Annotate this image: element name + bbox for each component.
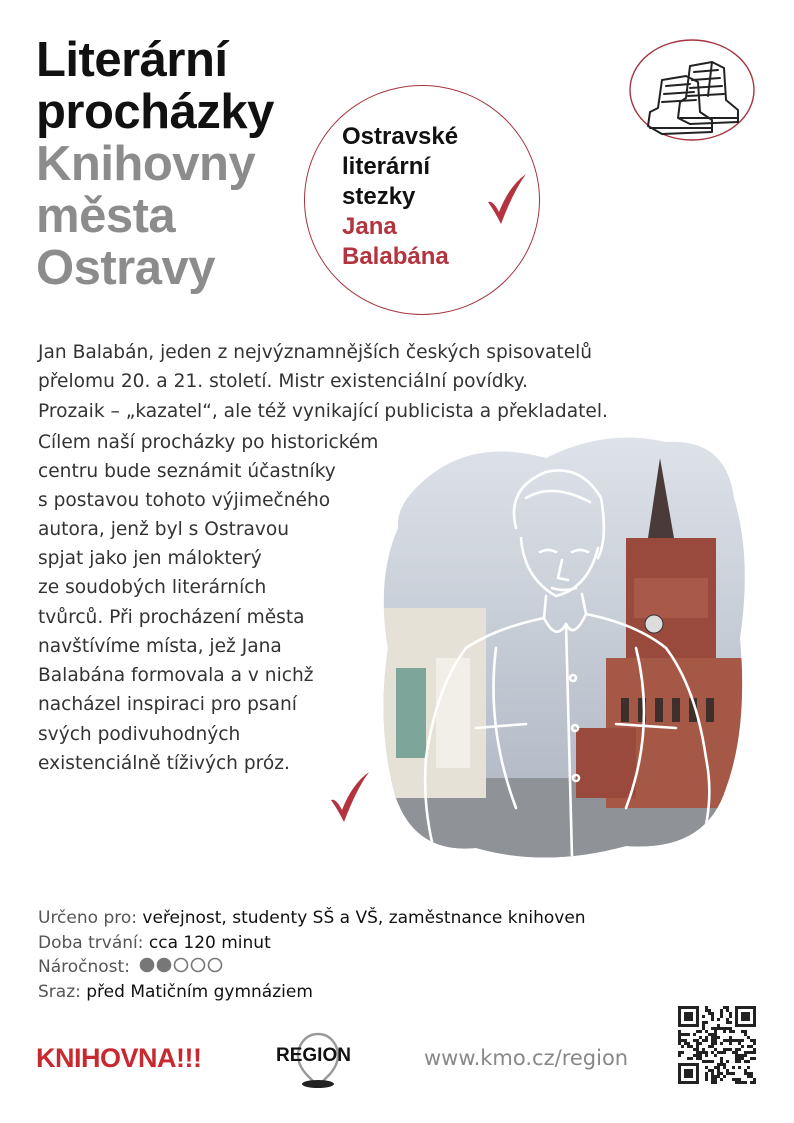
audience-row	[38, 906, 586, 931]
duration-value: cca 120 minut	[148, 932, 271, 953]
difficulty-rating	[139, 957, 225, 973]
body-line: existenciálně tíživých próz.	[38, 753, 290, 774]
body-line: tvůrců. Při procházení města	[38, 607, 305, 628]
body-line: Cílem naší procházky po historickém	[38, 432, 379, 453]
difficulty-label: Náročnost:	[38, 957, 130, 977]
body-line: spjat jako jen málokterý	[38, 548, 262, 569]
body-line: autora, jenž byl s Ostravou	[38, 519, 290, 540]
meeting-row	[38, 980, 586, 1005]
subtitle-text	[342, 122, 458, 272]
meeting-value: před Matičním gymnáziem	[86, 981, 313, 1002]
website-url[interactable]: www.kmo.cz/region	[424, 1046, 629, 1070]
page-title	[36, 34, 336, 294]
title-line-4: města	[36, 189, 176, 243]
intro-line: Jan Balabán, jeden z nejvýznamnějších českých spisovatelů	[38, 342, 593, 363]
subtitle-line-2: literární	[342, 153, 431, 180]
body-line: centru bude seznámit účastníky	[38, 461, 336, 482]
body-line: nacházel inspiraci pro psaní	[38, 694, 297, 715]
subtitle-line-1: Ostravské	[342, 123, 459, 150]
body-line: s postavou tohoto výjimečného	[38, 490, 331, 511]
author-town-illustration	[376, 428, 756, 872]
body-line: ze soudobých literárních	[38, 577, 267, 598]
qr-code	[678, 1006, 756, 1088]
intro-line: přelomu 20. a 21. století. Mistr existenciální povídky.	[38, 371, 528, 393]
subtitle-line-5: Balabána	[342, 243, 449, 270]
subtitle-line-3: stezky	[342, 183, 416, 210]
duration-row	[38, 931, 586, 956]
knihovna-logo: KNIHOVNA!!!	[36, 1043, 202, 1073]
audience-value: veřejnost, studenty SŠ a VŠ, zaměstnance knihoven	[142, 908, 586, 928]
title-line-3: Knihovny	[36, 137, 256, 191]
difficulty-dot-empty	[209, 959, 222, 972]
title-line-5: Ostravy	[36, 241, 216, 295]
title-line-2: procházky	[36, 85, 274, 139]
audience-label: Určeno pro:	[38, 908, 137, 928]
body-line: svých podivuhodných	[38, 724, 241, 745]
region-logo-text: REGION	[276, 1045, 351, 1066]
body-line: navštívíme místa, jež Jana	[38, 636, 282, 657]
difficulty-dot-empty	[192, 959, 205, 972]
region-logo	[272, 1030, 364, 1090]
intro-line: Prozaik – „kazatel“, ale též vynikající publicista a překladatel.	[38, 400, 608, 422]
difficulty-dot-filled	[158, 959, 171, 972]
checkmark-icon	[328, 770, 372, 828]
title-line-1: Literární	[36, 33, 228, 87]
event-info	[38, 906, 586, 1004]
difficulty-dot-empty	[175, 959, 188, 972]
meeting-label: Sraz:	[38, 981, 81, 1002]
difficulty-dot-filled	[141, 959, 154, 972]
checkmark-icon	[485, 172, 529, 230]
intro-paragraph	[38, 338, 718, 426]
body-line: Balabána formovala a v nichž	[38, 665, 314, 686]
difficulty-row	[38, 955, 586, 980]
subtitle-line-4: Jana	[342, 213, 397, 240]
duration-label: Doba trvání:	[38, 932, 144, 953]
hiking-boots-icon	[628, 38, 756, 146]
